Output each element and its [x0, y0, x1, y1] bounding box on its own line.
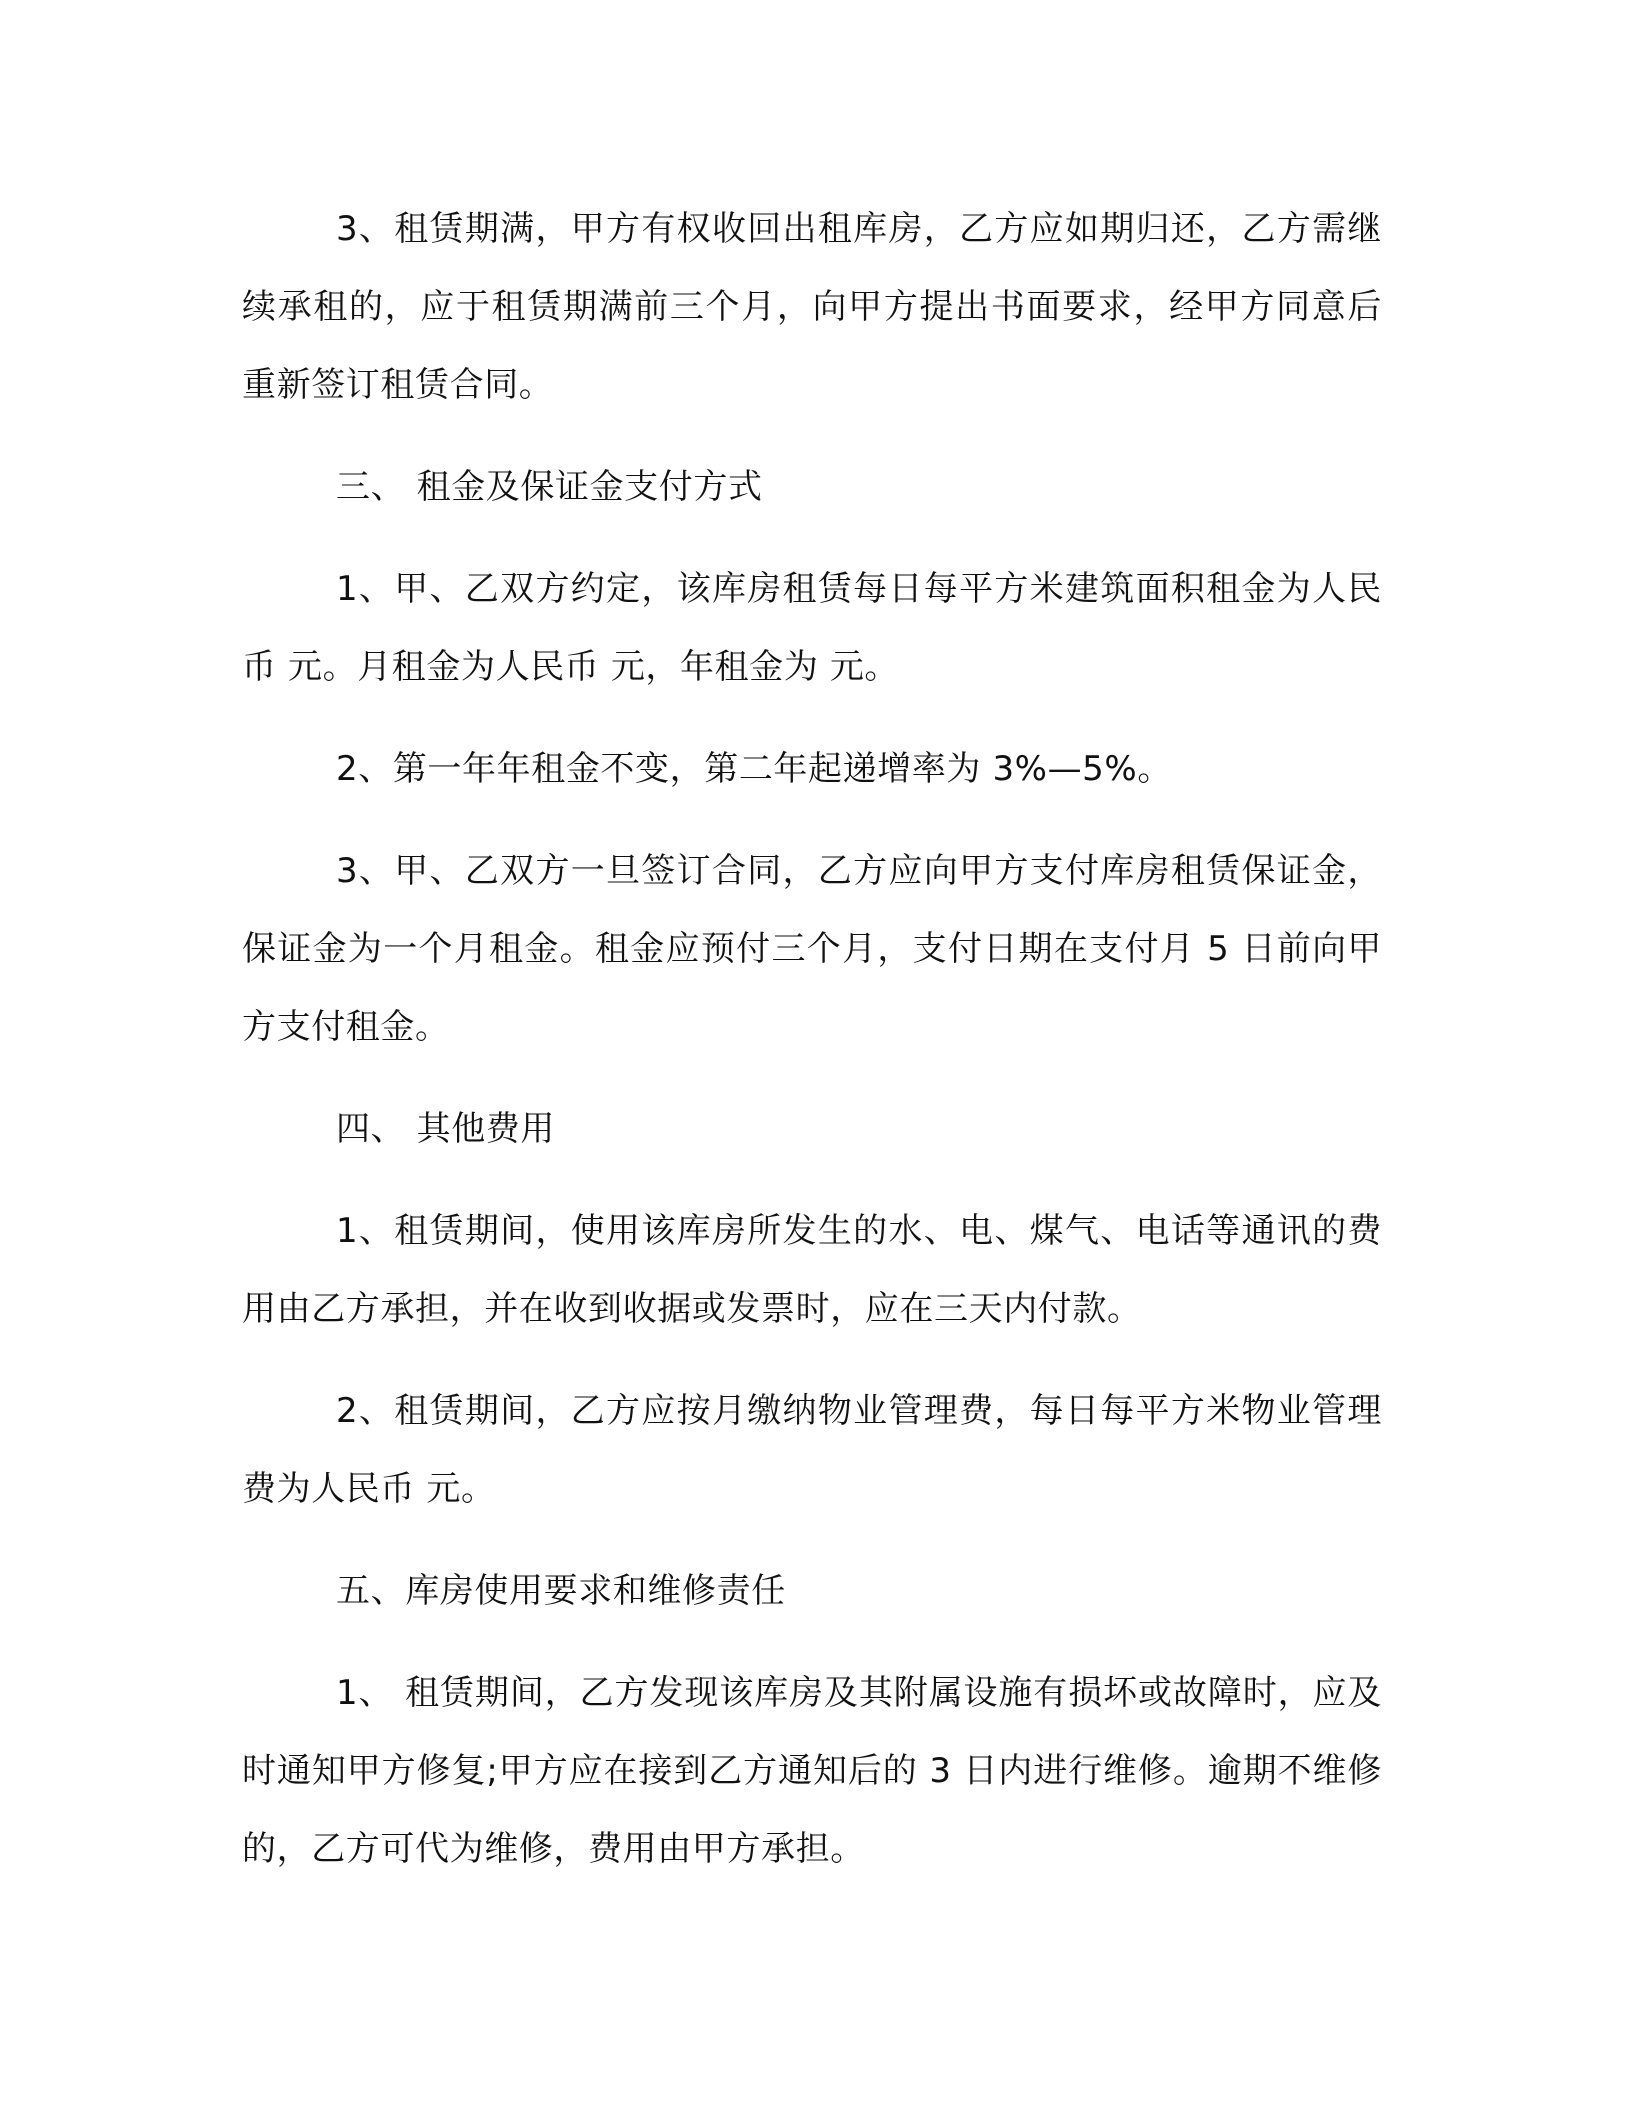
section-heading-rent-deposit: 三、 租金及保证金支付方式	[336, 467, 763, 507]
clause-3-2-rent-increase: 2、第一年年租金不变，第二年起递增率为 3%—5%。	[336, 749, 1172, 789]
section-heading-other-fees: 四、 其他费用	[336, 1109, 556, 1149]
clause-2-3-lease-expiry: 3、租赁期满，甲方有权收回出租库房，乙方应如期归还，乙方需继续承租的，应于租赁期满前三个月，向甲方提出书面要求，经甲方同意后重新签订租赁合同。	[242, 209, 1382, 405]
clause-4-2-property-fee: 2、租赁期间，乙方应按月缴纳物业管理费，每日每平方米物业管理费为人民币 元。	[242, 1391, 1382, 1509]
clause-3-3-deposit-payment: 3、甲、乙双方一旦签订合同，乙方应向甲方支付库房租赁保证金，保证金为一个月租金。租金应预付三个月，支付日期在支付月 5 日前向甲方支付租金。	[242, 851, 1382, 1047]
clause-4-1-utilities: 1、租赁期间，使用该库房所发生的水、电、煤气、电话等通讯的费用由乙方承担，并在收到收据或发票时，应在三天内付款。	[242, 1211, 1382, 1329]
clause-3-1-rent-amount: 1、甲、乙双方约定，该库房租赁每日每平方米建筑面积租金为人民币 元。月租金为人民币 元，年租金为 元。	[242, 569, 1382, 687]
section-heading-usage-maintenance: 五、库房使用要求和维修责任	[336, 1571, 786, 1611]
document-body	[242, 190, 1382, 1912]
clause-5-1-repairs: 1、 租赁期间，乙方发现该库房及其附属设施有损坏或故障时，应及时通知甲方修复;甲方应在接到乙方通知后的 3 日内进行维修。逾期不维修的，乙方可代为维修，费用由甲方承担。	[242, 1673, 1382, 1869]
